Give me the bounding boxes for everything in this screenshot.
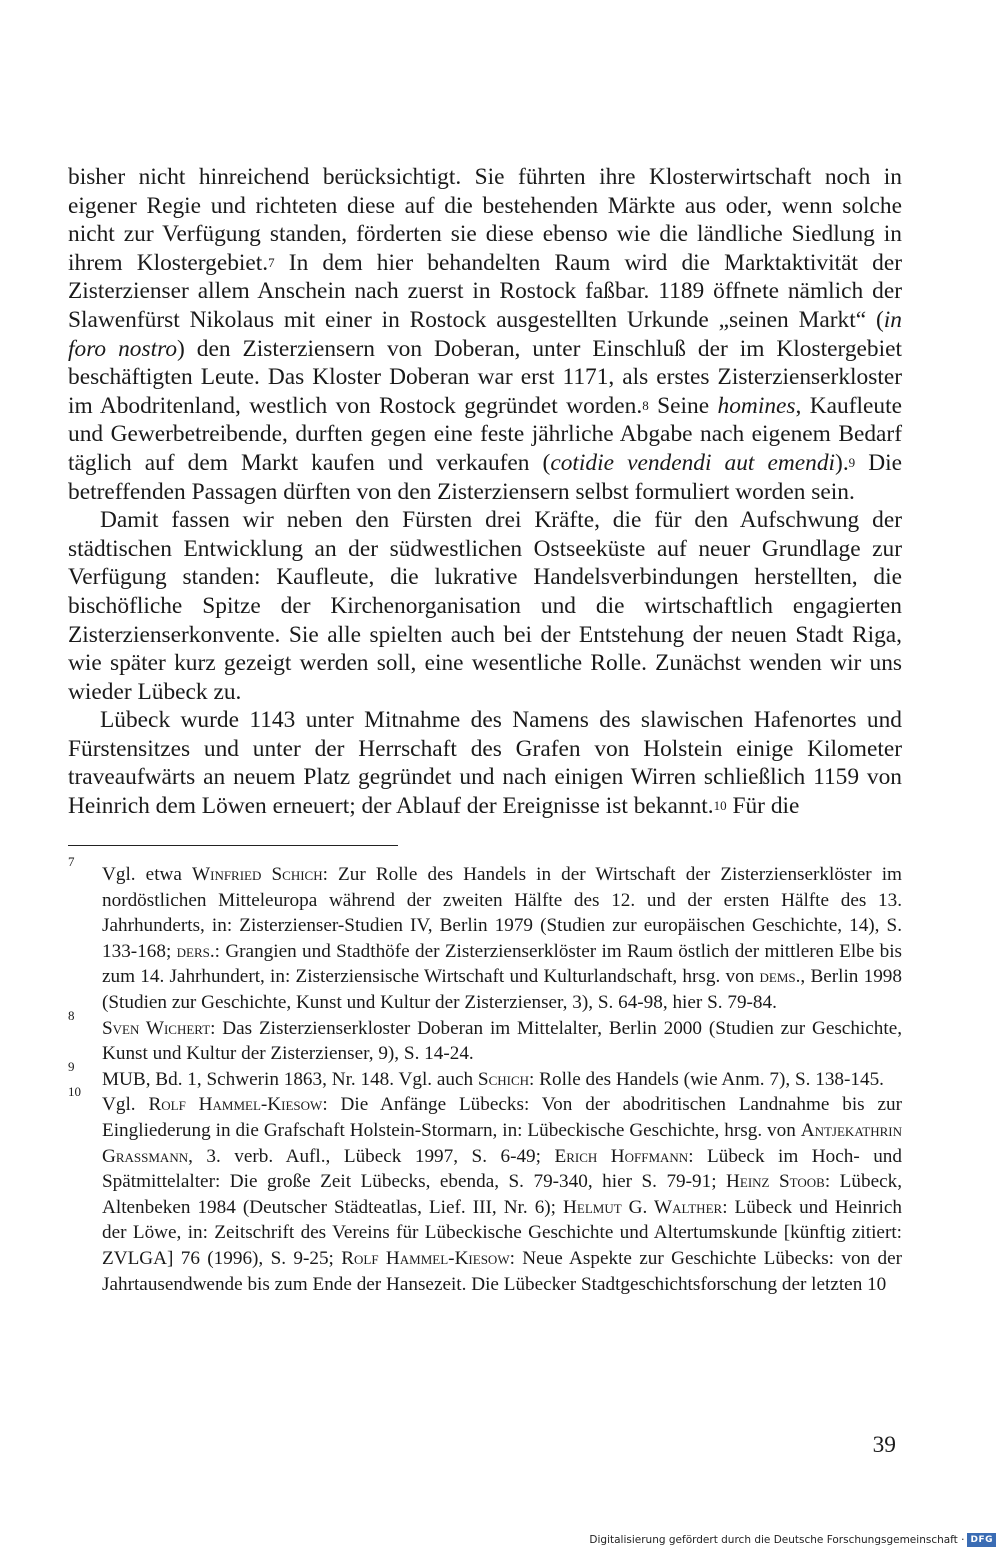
footnote-7 — [68, 854, 902, 1016]
text-run: : Neue Aspekte zur Geschichte Lübecks: von der Jahrtausendwende bis zum Ende der Hansezeit. Die Lübecker Stadtgeschichtsforschung der letzten 10 — [102, 1247, 902, 1295]
digitization-credit — [589, 1533, 996, 1547]
text-run: : Das Zisterzienserkloster Doberan im Mittelalter, Berlin 2000 (Studien zur Geschichte, Kunst und Kultur der Zisterzienser, 9), S. 14-24. — [102, 1017, 903, 1065]
author-name: dems. — [759, 966, 801, 988]
text-run: Für die — [726, 793, 800, 820]
text-run: : Zur Rolle des Handels in der Wirtschaft der Zisterzienserklöster im nordöstlichen Mitteleuropa während der zweiten Hälfte des 12. und der ersten Hälfte des 13. Jahrhunderts, in: Zisterzienser-Studien IV, Berlin 1979 (Studien zur europäischen Geschichte, 14), S. 133-168; — [102, 864, 902, 962]
text-run: MUB, Bd. 1, Schwerin 1863, Nr. 148. Vgl. auch — [102, 1068, 478, 1090]
paragraph-3 — [68, 706, 902, 820]
text-run: In dem hier behandelten Raum wird die Marktaktivität der Zisterzienser allem Anschein nach zuerst in Rostock faßbar. 1189 öffnete nämlich der Slawenfürst Nikolaus mit einer in Rostock ausgestellten Urkunde „seinen Markt“ ( — [68, 249, 902, 333]
main-text — [68, 163, 902, 821]
footnote-10 — [68, 1084, 903, 1297]
text-run: : Lübeck, Altenbeken 1984 (Deutscher Städteatlas, Lief. III, Nr. 6); — [102, 1171, 903, 1218]
author-name: ders. — [176, 940, 215, 962]
footnote-ref-8[interactable]: 8 — [642, 397, 649, 413]
footnote-number: 9 — [68, 1058, 75, 1074]
text-run: Die betreffenden Passagen dürften von den Zisterziensern selbst formuliert worden sein. — [68, 449, 902, 505]
text-run: , Berlin 1998 (Studien zur Geschichte, Kunst und Kultur der Zisterzienser, 3), S. 64-98, hier S. 79-84. — [102, 966, 902, 1013]
text-run: : Rolle des Handels (wie Anm. 7), S. 138-145. — [529, 1068, 884, 1090]
footnote-ref-9[interactable]: 9 — [848, 454, 856, 470]
text-run: : Grangien und Stadthöfe der Zisterzienserklöster im Raum östlich der mittleren Elbe bis zum 14. Jahrhundert, in: Zisterziensische Wirtschaft und Kulturlandschaft, hrsg. von — [102, 940, 902, 988]
text-run: Lübeck wurde 1143 unter Mitnahme des Namens des slawischen Hafenortes und Fürstensitzes und unter der Herrschaft des Grafen von Holstein einige Kilometer traveaufwärts an neuem Platz gegründet und nach einigen Wirren schließlich 1159 von Heinrich dem Löwen erneuert; der Ablauf der Ereignisse ist bekannt. — [68, 707, 902, 820]
footnotes — [68, 854, 903, 1297]
text-run: , Kaufleute und Gewerbetreibende, durften gegen eine feste jährliche Abgabe nach eigenem Bedarf täglich auf dem Markt kaufen und verkaufen ( — [68, 392, 902, 476]
text-run: : Die Anfänge Lübecks: Von der abodritischen Landnahme bis zur Eingliederung in die Grafschaft Holstein-Stormarn, in: Lübeckische Geschichte, hrsg. von — [102, 1094, 903, 1141]
text-run: Vgl. etwa — [102, 864, 192, 885]
footnote-number: 7 — [68, 854, 75, 869]
text-run: bisher nicht hinreichend berücksichtigt. Sie führten ihre Klosterwirtschaft noch in eigener Regie und richteten diese auf die bestehenden Märkte aus oder, wenn solche nicht zur Verfügung standen, förderten sie diese ebenso wie die ländliche Siedlung in ihrem Klostergebiet. — [68, 164, 902, 276]
text-run: , 3. verb. Aufl., Lübeck 1997, S. 6-49; — [188, 1145, 555, 1167]
latin-word: homines — [717, 392, 796, 419]
footnote-8 — [68, 1007, 903, 1067]
footnote-ref-7[interactable]: 7 — [268, 254, 275, 270]
page-number: 39 — [872, 1432, 896, 1458]
author-name: Helmut G. Walther — [563, 1196, 723, 1218]
credit-text: Digitalisierung gefördert durch die Deutsche Forschungsgemeinschaft · — [589, 1534, 965, 1546]
author-name: Winfried Schich — [192, 864, 323, 885]
latin-phrase: cotidie vendendi aut emendi — [550, 449, 836, 476]
footnote-number: 8 — [68, 1007, 75, 1023]
author-name: Rolf Hammel-Kiesow — [148, 1094, 323, 1116]
author-name: Antjekathrin Grassmann — [102, 1119, 902, 1167]
author-name: Sven Wichert — [102, 1017, 211, 1039]
author-name: Schich — [477, 1068, 530, 1090]
text-run: ) den Zisterziensern von Doberan, unter Einschluß der im Klostergebiet beschäftigten Leute. Das Kloster Doberan war erst 1171, als erstes Zisterzienserkloster im Abodritenland, westlich von Rostock gegründet worden. — [68, 335, 902, 419]
paragraph-1 — [68, 163, 902, 506]
footnote-9 — [68, 1058, 902, 1093]
author-name: Heinz Stoob — [726, 1171, 825, 1193]
text-run: : Lübeck im Hoch- und Spätmittelalter: Die große Zeit Lübecks, ebenda, S. 79-340, hier S. 79-91; — [102, 1145, 902, 1193]
footnote-number: 10 — [68, 1084, 81, 1100]
text-run: Vgl. — [102, 1094, 149, 1116]
footnote-ref-10[interactable]: 10 — [713, 798, 727, 814]
paragraph-2: Damit fassen wir neben den Fürsten drei Kräfte, die für den Aufschwung der städtischen Entwicklung an der südwestlichen Ostseeküste auf neuer Grundlage zur Verfügung standen: Kaufleute, die lukrative Handelsverbindungen herstellten, die bischöfliche Spitze der Kirchenorganisation und die wirtschaftlich engagierten Zisterzienserkonvente. Sie alle spielten auch bei der Entstehung der neuen Stadt Riga, wie später kurz gezeigt werden soll, eine wesentliche Rolle. Zunächst wenden wir uns wieder Lübeck zu. — [68, 507, 902, 705]
author-name: Rolf Hammel-Kiesow — [341, 1247, 510, 1269]
text-run: Seine — [648, 392, 718, 419]
text-run: : Lübeck und Heinrich der Löwe, in: Zeitschrift des Vereins für Lübeckische Geschichte und Altertumskunde [künftig zitiert: ZVLGA] 76 (1996), S. 9-25; — [102, 1196, 902, 1269]
author-name: Erich Hoffmann — [554, 1145, 689, 1167]
footnote-separator — [68, 845, 398, 846]
text-run: ). — [835, 449, 849, 476]
latin-phrase: in foro nostro — [68, 306, 902, 362]
dfg-logo-icon: DFG — [967, 1533, 996, 1547]
